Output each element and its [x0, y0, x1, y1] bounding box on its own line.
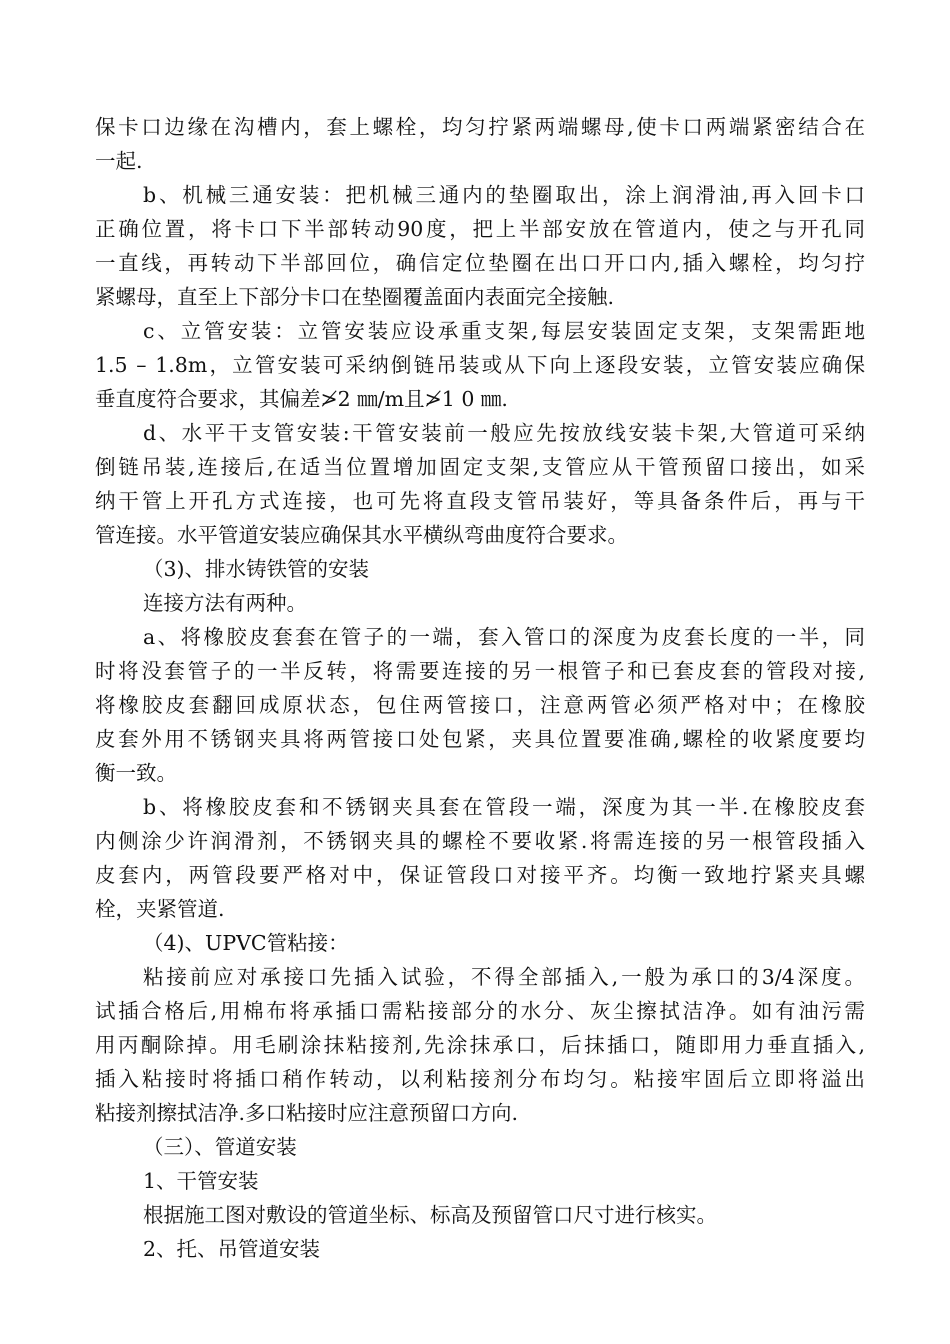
- text-line: 将橡胶皮套翻回成原状态，包住两管接口，注意两管必须严格对中；在橡胶: [95, 693, 865, 717]
- text-line: 纳干管上开孔方式连接，也可先将直段支管吊装好，等具备条件后，再与干: [95, 489, 865, 513]
- text-line: b、机械三通安装：把机械三通内的垫圈取出，涂上润滑油,再入回卡口: [143, 183, 865, 207]
- text-line: 1.5 – 1.8m，立管安装可采纳倒链吊装或从下向上逐段安装，立管安装应确保: [95, 353, 865, 377]
- text-line: 根据施工图对敷设的管道坐标、标高及预留管口尺寸进行核实。: [143, 1203, 717, 1227]
- text-line: 栓，夹紧管道.: [95, 897, 225, 921]
- text-line: 内侧涂少许润滑剂，不锈钢夹具的螺栓不要收紧.将需连接的另一根管段插入: [95, 829, 865, 853]
- text-line: 一起.: [95, 149, 143, 173]
- text-line: 倒链吊装,连接后,在适当位置增加固定支架,支管应从干管预留口接出，如采: [95, 455, 865, 479]
- text-line: 试插合格后,用棉布将承插口需粘接部分的水分、灰尘擦拭洁净。如有油污需: [95, 999, 865, 1023]
- section-heading: （4)、UPVC管粘接：: [143, 931, 349, 955]
- section-heading: （三）、管道安装: [143, 1135, 297, 1159]
- text-line: 粘接剂擦拭洁净.多口粘接时应注意预留口方向.: [95, 1101, 519, 1125]
- document-body: [95, 110, 865, 1266]
- text-line: 一直线，再转动下半部回位，确信定位垫圈在出口开口内,插入螺栓，均匀拧: [95, 251, 865, 275]
- text-line: 垂直度符合要求，其偏差≯2 ㎜/m且≯1 0 ㎜.: [95, 387, 508, 411]
- text-line: 用丙酮除掉。用毛刷涂抹粘接剂,先涂抹承口，后抹插口，随即用力垂直插入,: [95, 1033, 865, 1057]
- text-line: b、将橡胶皮套和不锈钢夹具套在管段一端，深度为其一半.在橡胶皮套: [143, 795, 865, 819]
- text-line: 插入粘接时将插口稍作转动，以利粘接剂分布均匀。粘接牢固后立即将溢出: [95, 1067, 865, 1091]
- text-line: 皮套外用不锈钢夹具将两管接口处包紧，夹具位置要准确,螺栓的收紧度要均: [95, 727, 865, 751]
- text-line: 衡一致。: [95, 761, 177, 785]
- text-line: 保卡口边缘在沟槽内，套上螺栓，均匀拧紧两端螺母,使卡口两端紧密结合在: [95, 115, 865, 139]
- text-line: c、立管安装：立管安装应设承重支架,每层安装固定支架，支架需距地: [143, 319, 865, 343]
- subsection-heading: 2、托、吊管道安装: [143, 1237, 321, 1261]
- text-line: 皮套内，两管段要严格对中，保证管段口对接平齐。均衡一致地拧紧夹具螺: [95, 863, 865, 887]
- text-line: d、水平干支管安装:干管安装前一般应先按放线安装卡架,大管道可采纳: [143, 421, 865, 445]
- section-heading: （3)、排水铸铁管的安装: [143, 557, 370, 581]
- text-line: 紧螺母，直至上下部分卡口在垫圈覆盖面内表面完全接触.: [95, 285, 615, 309]
- text-line: 管连接。水平管道安装应确保其水平横纵弯曲度符合要求。: [95, 523, 628, 547]
- text-line: 连接方法有两种。: [143, 591, 307, 615]
- text-line: a、将橡胶皮套套在管子的一端，套入管口的深度为皮套长度的一半，同: [143, 625, 865, 649]
- text-line: 粘接前应对承接口先插入试验，不得全部插入,一般为承口的3/4深度。: [143, 965, 865, 989]
- text-line: 时将没套管子的一半反转，将需要连接的另一根管子和已套皮套的管段对接,: [95, 659, 865, 683]
- text-line: 正确位置，将卡口下半部转动90度，把上半部安放在管道内，使之与开孔同: [95, 217, 865, 241]
- subsection-heading: 1、干管安装: [143, 1169, 259, 1193]
